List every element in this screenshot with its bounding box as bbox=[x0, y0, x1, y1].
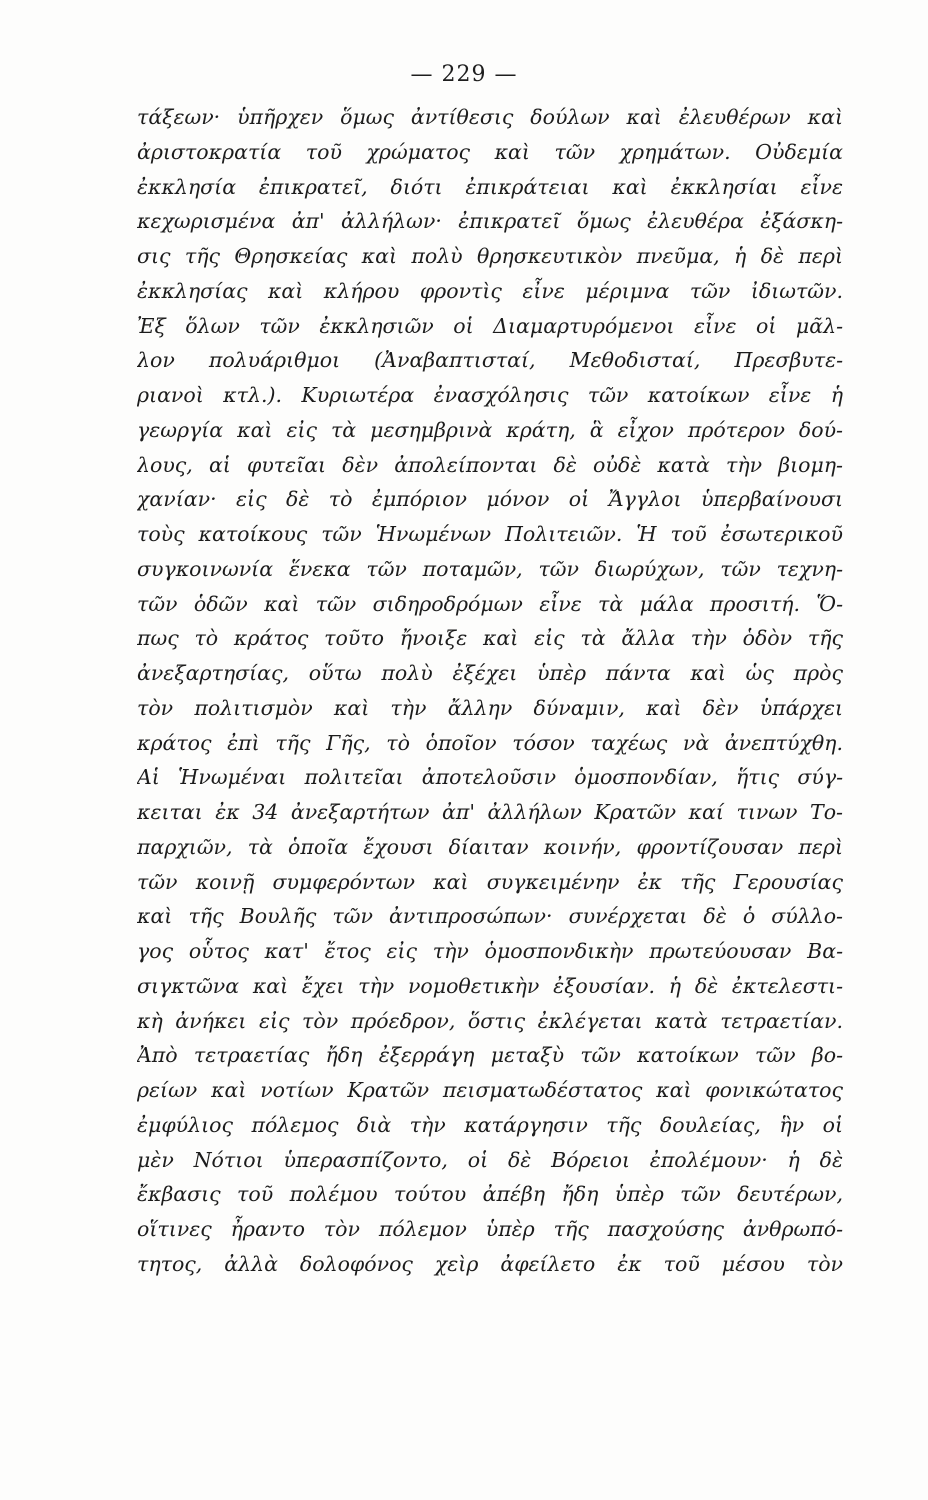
text-line: τοὺς κατοίκους τῶν Ἡνωμένων Πολιτειῶν. Ἡ τοῦ ἐσωτερικοῦ bbox=[137, 522, 843, 546]
text-line: ἀνεξαρτησίας, οὕτω πολὺ ἐξέχει ὑπὲρ πάντα καὶ ὡς πρὸς bbox=[137, 661, 843, 685]
text-line: κειται ἐκ 34 ἀνεξαρτήτων ἀπ' ἀλλήλων Κρατῶν καί τινων Το- bbox=[137, 800, 843, 824]
text-line: σιγκτῶνα καὶ ἔχει τὴν νομοθετικὴν ἐξουσίαν. ἡ δὲ ἐκτελεστι- bbox=[137, 973, 843, 998]
text-line: τάξεων· ὑπῆρχεν ὅμως ἀντίθεσις δούλων καὶ ἐλευθέρων καὶ bbox=[137, 105, 843, 129]
text-line: ἔκβασις τοῦ πολέμου τούτου ἀπέβη ἤδη ὑπὲρ τῶν δευτέρων, bbox=[137, 1182, 843, 1207]
text-line: γος οὗτος κατ' ἔτος εἰς τὴν ὁμοσπονδικὴν πρωτεύουσαν Βα- bbox=[137, 939, 843, 963]
text-line: τητος, ἀλλὰ δολοφόνος χεὶρ ἀφείλετο ἐκ τοῦ μέσου τὸν bbox=[137, 1251, 843, 1276]
text-line: λον πολυάριθμοι (Ἀναβαπτισταί, Μεθοδισταί, Πρεσβυτε- bbox=[137, 348, 843, 373]
text-line: χανίαν· εἰς δὲ τὸ ἐμπόριον μόνον οἱ Ἄγγλοι ὑπερβαίνουσι bbox=[137, 487, 843, 512]
text-line: σις τῆς Θρησκείας καὶ πολὺ θρησκευτικὸν πνεῦμα, ἡ δὲ περὶ bbox=[137, 244, 843, 268]
page-number: — 229 — bbox=[410, 62, 518, 87]
text-line: οἵτινες ἦραντο τὸν πόλεμον ὑπὲρ τῆς πασχούσης ἀνθρωπό- bbox=[137, 1217, 843, 1241]
text-line: γεωργία καὶ εἰς τὰ μεσημβρινὰ κράτη, ἃ εἶχον πρότερον δού- bbox=[137, 417, 843, 442]
text-line: Αἱ Ἡνωμέναι πολιτεῖαι ἀποτελοῦσιν ὁμοσπονδίαν, ἥτις σύγ- bbox=[137, 765, 843, 790]
text-line: λους, αἱ φυτεῖαι δὲν ἀπολείπονται δὲ οὐδὲ κατὰ τὴν βιομη- bbox=[137, 452, 843, 477]
text-line: κὴ ἀνήκει εἰς τὸν πρόεδρον, ὅστις ἐκλέγεται κατὰ τετραετίαν. bbox=[137, 1008, 843, 1033]
text-line: κεχωρισμένα ἀπ' ἀλλήλων· ἐπικρατεῖ ὅμως ἐλευθέρα ἐξάσκη- bbox=[137, 209, 843, 234]
body-text bbox=[137, 100, 843, 1282]
text-line: ἀριστοκρατία τοῦ χρώματος καὶ τῶν χρημάτων. Οὐδεμία bbox=[137, 139, 843, 164]
text-line: ριανοὶ κτλ.). Κυριωτέρα ἐνασχόλησις τῶν κατοίκων εἶνε ἡ bbox=[137, 383, 843, 407]
text-line: ἐμφύλιος πόλεμος διὰ τὴν κατάργησιν τῆς δουλείας, ἣν οἱ bbox=[137, 1112, 843, 1137]
text-line: πως τὸ κράτος τοῦτο ἤνοιξε καὶ εἰς τὰ ἄλλα τὴν ὁδὸν τῆς bbox=[137, 626, 843, 651]
text-line: ρείων καὶ νοτίων Κρατῶν πεισματωδέστατος καὶ φονικώτατος bbox=[137, 1078, 843, 1102]
text-line: τῶν κοινῇ συμφερόντων καὶ συγκειμένην ἐκ τῆς Γερουσίας bbox=[137, 869, 843, 894]
text-line: τὸν πολιτισμὸν καὶ τὴν ἄλλην δύναμιν, καὶ δὲν ὑπάρχει bbox=[137, 695, 843, 720]
text-line: συγκοινωνία ἕνεκα τῶν ποταμῶν, τῶν διωρύχων, τῶν τεχνη- bbox=[137, 556, 843, 581]
text-line: τῶν ὁδῶν καὶ τῶν σιδηροδρόμων εἶνε τὰ μάλα προσιτή. Ὅ- bbox=[137, 591, 843, 616]
text-line: καὶ τῆς Βουλῆς τῶν ἀντιπροσώπων· συνέρχεται δὲ ὁ σύλλο- bbox=[137, 904, 843, 929]
text-line: παρχιῶν, τὰ ὁποῖα ἔχουσι δίαιταν κοινήν, φροντίζουσαν περὶ bbox=[137, 834, 843, 859]
text-line: κράτος ἐπὶ τῆς Γῆς, τὸ ὁποῖον τόσον ταχέως νὰ ἀνεπτύχθη. bbox=[137, 730, 843, 755]
text-line: ἐκκλησία ἐπικρατεῖ, διότι ἐπικράτειαι καὶ ἐκκλησίαι εἶνε bbox=[137, 174, 843, 199]
text-line: Ἀπὸ τετραετίας ἤδη ἐξερράγη μεταξὺ τῶν κατοίκων τῶν βο- bbox=[137, 1043, 843, 1068]
text-line: ἐκκλησίας καὶ κλήρου φροντὶς εἶνε μέριμνα τῶν ἰδιωτῶν. bbox=[137, 278, 843, 303]
text-line: Ἐξ ὅλων τῶν ἐκκλησιῶν οἱ Διαμαρτυρόμενοι εἶνε οἱ μᾶλ- bbox=[137, 313, 843, 338]
text-line: μὲν Νότιοι ὑπερασπίζοντο, οἱ δὲ Βόρειοι ἐπολέμουν· ἡ δὲ bbox=[137, 1147, 843, 1172]
